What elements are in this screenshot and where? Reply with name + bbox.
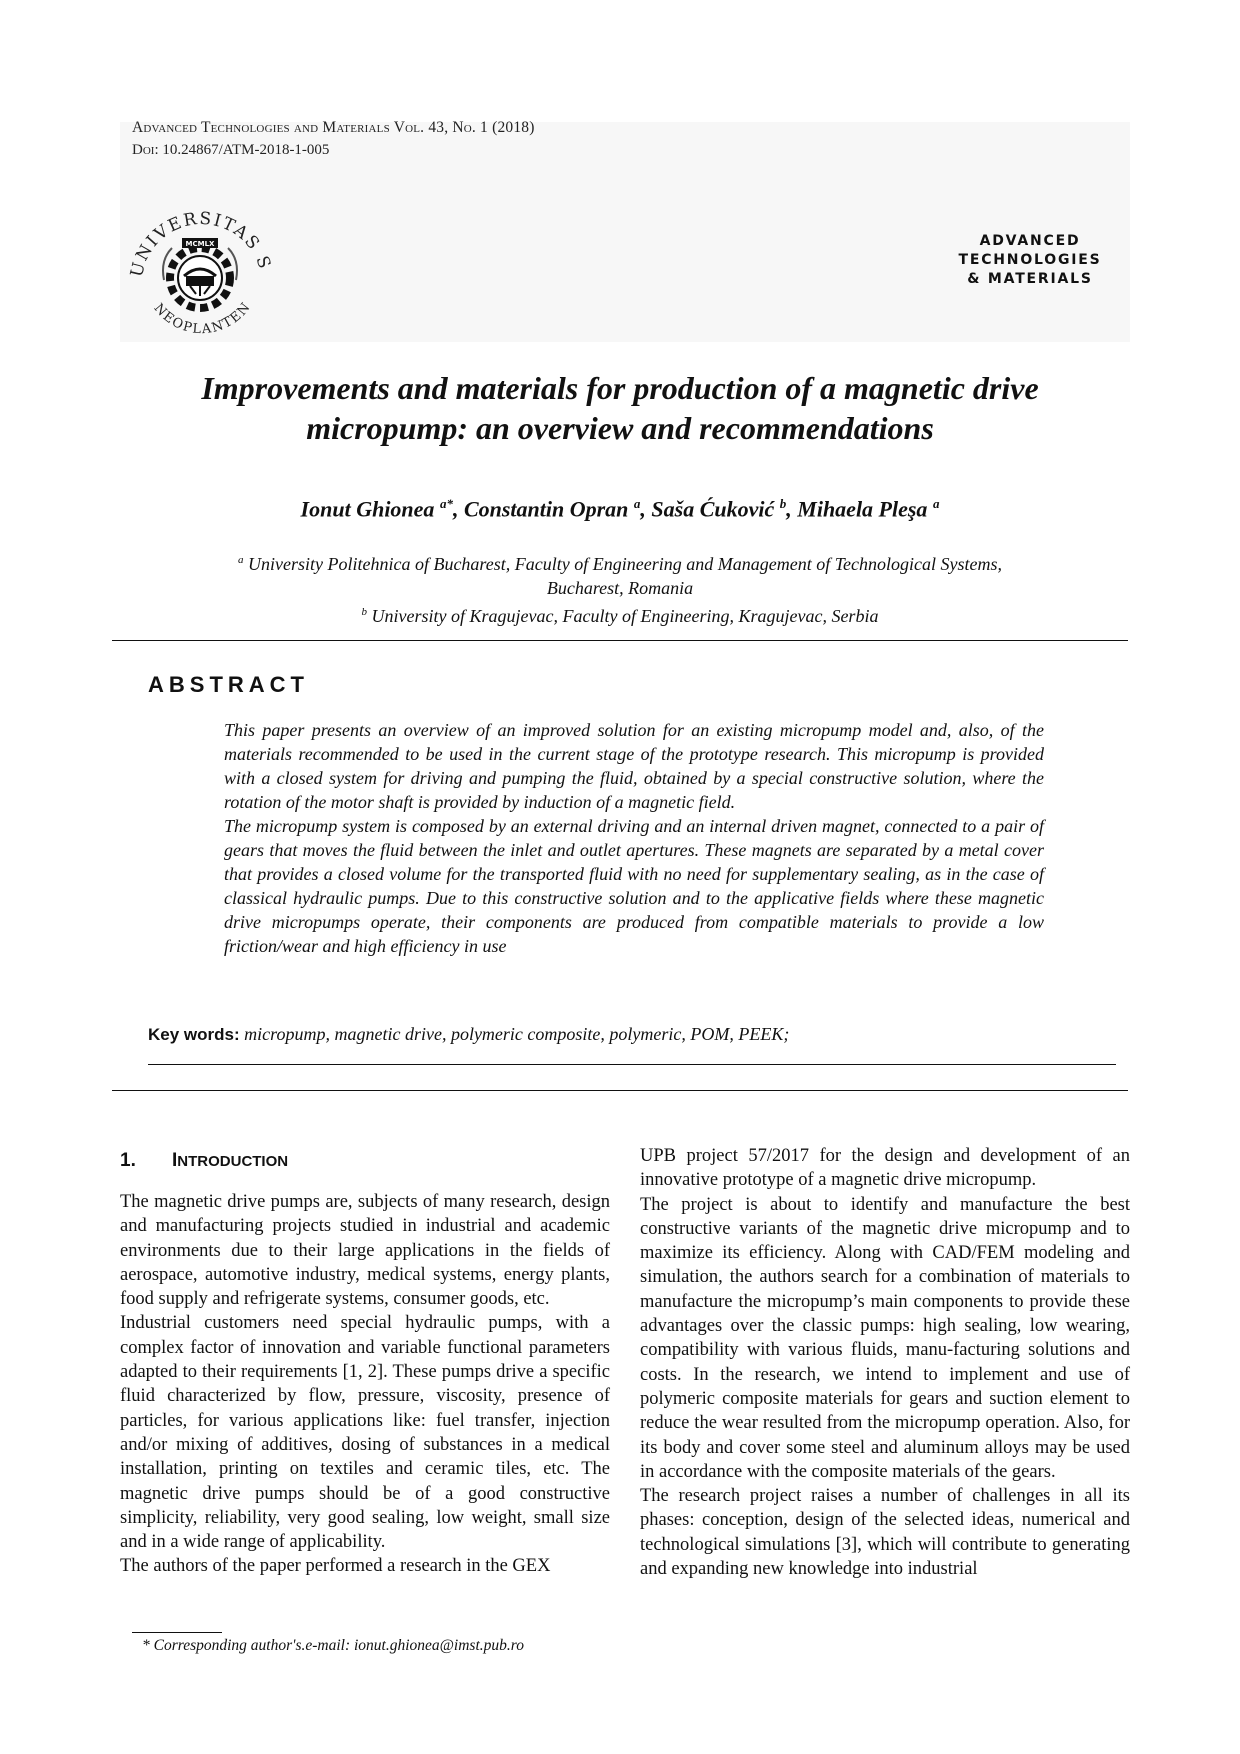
divider bbox=[148, 1064, 1116, 1065]
abstract-body bbox=[224, 718, 1044, 958]
affiliation-text: University of Kragujevac, Faculty of Engineering, Kragujevac, Serbia bbox=[371, 606, 879, 626]
author-name: Constantin Opran bbox=[463, 496, 629, 522]
author-affil-mark: a* bbox=[439, 496, 453, 511]
seal-year: MCMLX bbox=[185, 240, 215, 248]
author-separator: , bbox=[640, 496, 652, 522]
section-title-rest: NTRODUCTION bbox=[177, 1153, 289, 1170]
divider bbox=[112, 1090, 1128, 1091]
body-paragraph: UPB project 57/2017 for the design and development of an innovative prototype of a magnetic drive micropump. bbox=[640, 1146, 1130, 1191]
section-number: 1. bbox=[120, 1150, 136, 1171]
body-paragraph: The project is about to identify and manufacture the best constructive variants of the magnetic drive micropump and to maximize its efficiency. Along with CAD/FEM modeling and simulation, the authors search for a combination of materials to manufacture the micropump’s main components to provide these advantages over the classic pumps: high sealing, low wearing, compatibility with various fluids, manu-facturing solutions and costs. In the research, we intend to implement and use of polymeric composite materials for gears and suction element to reduce the wear resulted from the micropump operation. Also, for its body and cover some steel and aluminum alloys may be used in accordance with the composite materials of the gears. bbox=[640, 1194, 1130, 1482]
seal-bottom-text: NEOPLANTEN bbox=[150, 299, 255, 338]
section-heading bbox=[120, 1150, 288, 1172]
affiliation-mark: a bbox=[237, 554, 244, 566]
footnote-mark: * bbox=[142, 1637, 150, 1654]
footnote-email-text: Corresponding author's.e-mail: ionut.ghionea@imst.pub.ro bbox=[153, 1637, 524, 1654]
paper-title-line1: Improvements and materials for production of a magnetic drive bbox=[201, 370, 1039, 406]
body-paragraph: The authors of the paper performed a research in the GEX bbox=[120, 1556, 551, 1577]
author-affil-mark: b bbox=[779, 496, 787, 511]
doi-info: Doi: 10.24867/ATM-2018-1-005 bbox=[132, 142, 330, 158]
journal-logo-line1: ADVANCED bbox=[979, 233, 1081, 249]
journal-logo-line2: TECHNOLOGIES bbox=[958, 252, 1102, 268]
body-paragraph: The research project raises a number of challenges in all its phases: conception, design of the selected ideas, numerical and technological simulations [3], which will contribute to generating and expanding new knowledge into industrial bbox=[640, 1486, 1130, 1580]
author-separator: , bbox=[452, 496, 464, 522]
author-name: Ionut Ghionea bbox=[300, 496, 435, 522]
journal-logo-line3: & MATERIALS bbox=[967, 271, 1093, 287]
affiliations bbox=[140, 548, 1100, 628]
author-separator: , bbox=[786, 496, 798, 522]
body-paragraph: The magnetic drive pumps are, subjects of many research, design and manufacturing projects studied in industrial and academic environments due to their large applications in the fields of aerospace, automotive industry, medical systems, energy plants, food supply and refrigerate systems, consumer goods, etc. bbox=[120, 1192, 610, 1310]
footnote bbox=[142, 1636, 524, 1656]
journal-info: Advanced Technologies and Materials Vol. 43, No. 1 (2018) bbox=[132, 119, 535, 136]
affiliation-b bbox=[140, 600, 1100, 628]
affiliation-a-city: Bucharest, Romania bbox=[546, 578, 694, 598]
university-seal-icon bbox=[120, 190, 280, 350]
divider bbox=[112, 640, 1128, 641]
right-column bbox=[640, 1144, 1130, 1581]
author-name: Mihaela Pleşa bbox=[797, 496, 928, 522]
keywords-text: micropump, magnetic drive, polymeric composite, polymeric, POM, PEEK; bbox=[244, 1024, 790, 1044]
paper-title bbox=[140, 368, 1100, 448]
footnote-rule bbox=[132, 1632, 222, 1633]
journal-logo bbox=[930, 232, 1130, 289]
author-affil-mark: a bbox=[932, 496, 940, 511]
section-title-initial: I bbox=[172, 1150, 178, 1171]
abstract-heading: ABSTRACT bbox=[148, 672, 309, 697]
seal-top-text: UNIVERSITAS S bbox=[126, 208, 275, 280]
body-paragraph: Industrial customers need special hydraulic pumps, with a complex factor of innovation and variable functional parameters adapted to their requirements [1, 2]. These pumps drive a specific fluid characterized by flow, pressure, viscosity, presence of particles, for various applications like: fuel transfer, injection and/or mixing of additives, dosing of substances in a medical installation, printing on textiles and ceramic tiles, etc. The magnetic drive pumps should be of a good constructive simplicity, reliability, very good sealing, low weight, small size and in a wide range of applicability. bbox=[120, 1313, 610, 1553]
affiliation-mark: b bbox=[361, 606, 368, 618]
author-name: Saša Ćuković bbox=[651, 496, 775, 522]
abstract-paragraph: The micropump system is composed by an external driving and an internal driven magnet, connected to a pair of gears that moves the fluid between the inlet and outlet apertures. These magnets are separated by a metal cover that provides a closed volume for the transported fluid with no need for supplementary sealing, as in the case of classical hydraulic pumps. Due to this constructive solution and to the applicative fields where these magnetic drive micropumps operate, their components are produced from compatible materials to provide a low friction/wear and high efficiency in use bbox=[224, 816, 1044, 956]
keywords-label: Key words bbox=[148, 1025, 234, 1044]
left-column bbox=[120, 1190, 610, 1579]
abstract-paragraph: This paper presents an overview of an improved solution for an existing micropump model and, also, of the materials recommended to be used in the current stage of the prototype research. This micropump is provided with a closed system for driving and pumping the fluid, obtained by a special constructive solution, where the rotation of the motor shaft is provided by induction of a magnetic field. bbox=[224, 720, 1044, 812]
affiliation-text: University Politehnica of Bucharest, Faculty of Engineering and Management of Technological Systems, bbox=[247, 554, 1003, 574]
paper-title-line2: micropump: an overview and recommendations bbox=[306, 410, 934, 446]
affiliation-a bbox=[140, 548, 1100, 576]
author-affil-mark: a bbox=[633, 496, 641, 511]
author-list bbox=[140, 490, 1100, 523]
keywords: Key words: micropump, magnetic drive, polymeric composite, polymeric, POM, PEEK; bbox=[148, 1024, 790, 1044]
